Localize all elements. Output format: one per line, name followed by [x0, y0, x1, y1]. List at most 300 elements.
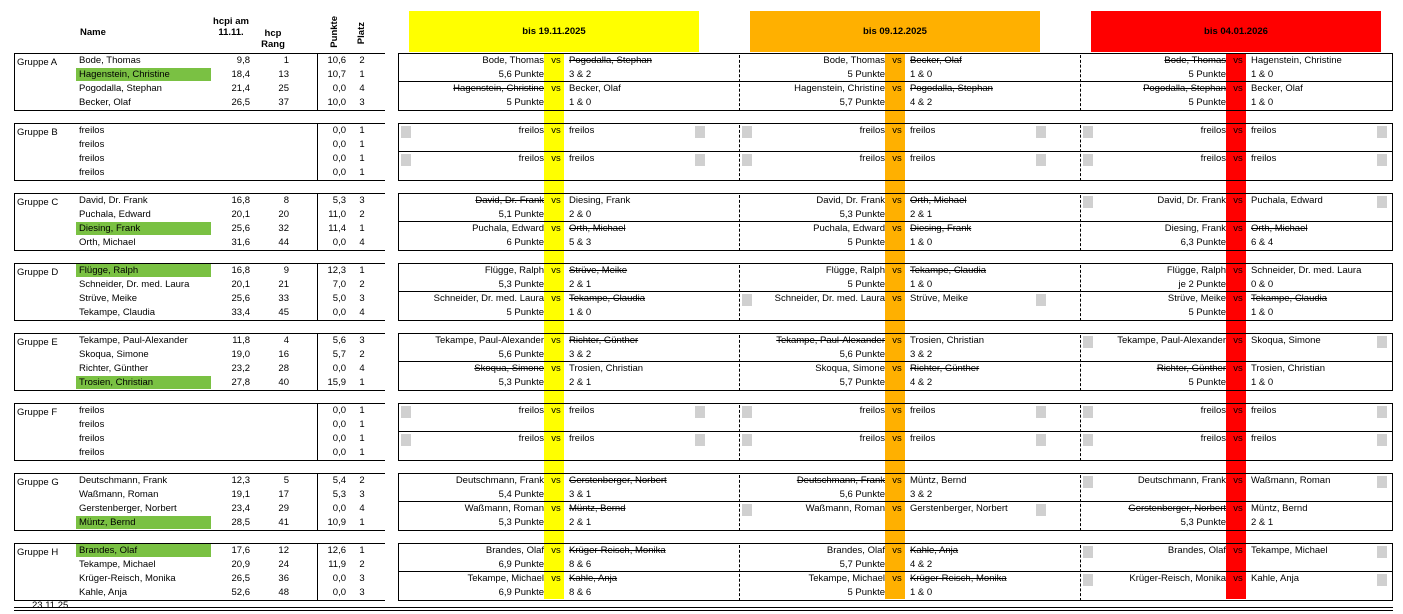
player-row [14, 208, 385, 222]
match-row [739, 516, 1080, 530]
match-left: 5 Punkte [847, 237, 885, 248]
match-left: 5 Punkte [847, 69, 885, 80]
match-row [739, 502, 1080, 516]
group-6 [14, 473, 1393, 531]
player-row [14, 432, 385, 446]
match-right: Krüger-Reisch, Monika [910, 573, 1007, 584]
player-platz: 1 [359, 223, 365, 234]
match-row [739, 222, 1080, 236]
match-left: 5 Punkte [847, 587, 885, 598]
player-name: Gerstenberger, Norbert [79, 503, 177, 514]
match-row [739, 68, 1080, 82]
match-row [1080, 96, 1403, 110]
match-left: 5 Punkte [1188, 377, 1226, 388]
match-row [1080, 208, 1403, 222]
match-right: freilos [1251, 433, 1277, 444]
match-left: Gerstenberger, Norbert [1128, 503, 1226, 514]
group-2 [14, 193, 1393, 251]
player-name: Pogodalla, Stephan [79, 83, 162, 94]
match-left: David, Dr. Frank [1157, 195, 1226, 206]
match-row [739, 558, 1080, 572]
player-name: Flügge, Ralph [76, 264, 211, 277]
match-row [739, 544, 1080, 558]
vs-label: vs [1233, 573, 1243, 584]
match-left: Hagenstein, Christine [453, 83, 544, 94]
match-left: Skoqua, Simone [815, 363, 885, 374]
match-row [739, 264, 1080, 278]
player-hcpi: 20,1 [231, 279, 250, 290]
match-row [1080, 516, 1403, 530]
match-left: Puchala, Edward [813, 223, 885, 234]
match-row [398, 488, 739, 502]
player-punkte: 0,0 [332, 419, 346, 430]
player-hcp-rang: 13 [278, 69, 289, 80]
match-left: freilos [518, 153, 544, 164]
match-right: Strüve, Meike [910, 293, 969, 304]
vs-label: vs [1233, 545, 1243, 556]
player-punkte: 0,0 [332, 237, 346, 248]
match-left: 5 Punkte [1188, 307, 1226, 318]
match-row [739, 376, 1080, 390]
match-right: 2 & 1 [1251, 517, 1274, 528]
match-left: 5,3 Punkte [498, 279, 544, 290]
match-right: Pogodalla, Stephan [910, 83, 993, 94]
player-row [14, 502, 385, 516]
match-row [398, 334, 739, 348]
player-punkte: 11,0 [328, 209, 346, 220]
player-name: Brandes, Olaf [76, 544, 211, 557]
player-hcp-rang: 17 [278, 489, 289, 500]
match-row [398, 124, 739, 138]
match-left: Tekampe, Paul-Alexander [1117, 335, 1226, 346]
match-right: 2 & 1 [569, 517, 592, 528]
player-name: Bode, Thomas [79, 55, 141, 66]
match-row [398, 82, 739, 96]
vs-label: vs [892, 475, 902, 486]
player-hcpi: 20,9 [231, 559, 250, 570]
player-row [14, 404, 385, 418]
player-name: Trosien, Christian [76, 376, 211, 389]
match-row [739, 586, 1080, 600]
match-row [398, 54, 739, 68]
player-hcpi: 12,3 [231, 475, 250, 486]
player-name: Krüger-Reisch, Monika [79, 573, 176, 584]
player-platz: 3 [359, 195, 365, 206]
vs-label: vs [1233, 265, 1243, 276]
match-right: Müntz, Bernd [569, 503, 626, 514]
match-row [1080, 348, 1403, 362]
match-right: 5 & 3 [569, 237, 592, 248]
player-platz: 2 [359, 55, 365, 66]
vs-label: vs [892, 503, 902, 514]
match-right: 2 & 1 [569, 377, 592, 388]
player-platz: 1 [359, 69, 365, 80]
match-left: Deutschmann, Frank [1137, 475, 1226, 486]
match-left: freilos [859, 405, 885, 416]
bottom-rule-2 [14, 610, 1393, 611]
player-row [14, 152, 385, 166]
vs-label: vs [551, 363, 561, 374]
match-row [398, 222, 739, 236]
round-1-header: bis 19.11.2025 [409, 11, 699, 52]
player-name: Tekampe, Paul-Alexander [79, 335, 188, 346]
match-row [739, 152, 1080, 166]
match-row [739, 138, 1080, 152]
vs-label: vs [892, 293, 902, 304]
player-platz: 4 [359, 307, 365, 318]
match-right: freilos [569, 153, 595, 164]
group-label: Gruppe A [17, 57, 58, 68]
match-row [1080, 446, 1403, 460]
player-hcpi: 27,8 [231, 377, 250, 388]
match-right: 8 & 6 [569, 587, 592, 598]
player-hcp-rang: 41 [278, 517, 289, 528]
match-row [739, 418, 1080, 432]
player-hcpi: 26,5 [231, 573, 250, 584]
player-row [14, 586, 385, 600]
player-name: Tekampe, Michael [79, 559, 156, 570]
player-platz: 3 [359, 587, 365, 598]
match-left: Bode, Thomas [1164, 55, 1226, 66]
match-row [398, 446, 739, 460]
player-hcpi: 9,8 [236, 55, 250, 66]
match-right: Becker, Olaf [569, 83, 621, 94]
vs-label: vs [1233, 153, 1243, 164]
player-punkte: 5,3 [332, 489, 346, 500]
player-name: Schneider, Dr. med. Laura [79, 279, 190, 290]
match-row [739, 292, 1080, 306]
player-name: freilos [79, 167, 105, 178]
player-platz: 1 [359, 139, 365, 150]
vs-label: vs [892, 573, 902, 584]
player-row [14, 446, 385, 460]
match-row [1080, 488, 1403, 502]
player-name: freilos [79, 125, 105, 136]
match-right: Trosien, Christian [910, 335, 985, 346]
vs-label: vs [551, 223, 561, 234]
player-platz: 1 [359, 265, 365, 276]
match-row [398, 474, 739, 488]
match-right: Tekampe, Claudia [569, 293, 646, 304]
match-right: freilos [910, 153, 936, 164]
match-right: 1 & 0 [569, 97, 592, 108]
match-left: Strüve, Meike [1167, 293, 1226, 304]
match-row [398, 572, 739, 586]
player-name: freilos [79, 447, 105, 458]
group-label: Gruppe F [17, 407, 58, 418]
match-right: Kahle, Anja [1251, 573, 1300, 584]
player-punkte: 0,0 [332, 503, 346, 514]
match-right: freilos [1251, 153, 1277, 164]
match-row [398, 306, 739, 320]
player-row [14, 558, 385, 572]
match-row [398, 558, 739, 572]
group-label: Gruppe D [17, 267, 59, 278]
player-punkte: 0,0 [332, 573, 346, 584]
player-name: Orth, Michael [79, 237, 136, 248]
group-label: Gruppe B [17, 127, 58, 138]
match-left: Pogodalla, Stephan [1143, 83, 1226, 94]
match-row [739, 474, 1080, 488]
match-row [739, 348, 1080, 362]
round-3-header: bis 04.01.2026 [1091, 11, 1381, 52]
match-right: freilos [910, 405, 936, 416]
match-row [739, 82, 1080, 96]
match-row [1080, 558, 1403, 572]
player-hcpi: 17,6 [231, 545, 250, 556]
match-right: Waßmann, Roman [1251, 475, 1331, 486]
player-hcpi: 20,1 [231, 209, 250, 220]
vs-label: vs [1233, 405, 1243, 416]
match-row [398, 278, 739, 292]
player-platz: 1 [359, 167, 365, 178]
match-row [1080, 418, 1403, 432]
match-right: 4 & 2 [910, 377, 933, 388]
player-platz: 2 [359, 209, 365, 220]
match-right: 0 & 0 [1251, 279, 1274, 290]
player-hcpi: 11,8 [232, 335, 250, 346]
vs-label: vs [551, 125, 561, 136]
player-punkte: 11,9 [328, 559, 346, 570]
player-punkte: 0,0 [332, 139, 346, 150]
player-hcpi: 19,0 [231, 349, 250, 360]
player-hcp-rang: 25 [278, 83, 289, 94]
vs-label: vs [892, 195, 902, 206]
player-punkte: 5,0 [332, 293, 346, 304]
player-hcp-rang: 37 [278, 97, 289, 108]
player-hcp-rang: 36 [278, 573, 289, 584]
match-right: 1 & 0 [1251, 97, 1274, 108]
match-left: 6,9 Punkte [498, 559, 544, 570]
match-right: 4 & 2 [910, 97, 933, 108]
player-punkte: 10,6 [327, 55, 346, 66]
vs-label: vs [1233, 55, 1243, 66]
match-row [398, 348, 739, 362]
match-left: David, Dr. Frank [816, 195, 885, 206]
match-right: Müntz, Bernd [1251, 503, 1308, 514]
match-right: freilos [910, 433, 936, 444]
match-left: Tekampe, Paul-Alexander [435, 335, 544, 346]
match-left: 6,9 Punkte [498, 587, 544, 598]
match-left: freilos [859, 153, 885, 164]
match-row [398, 236, 739, 250]
match-row [398, 362, 739, 376]
vs-label: vs [1233, 475, 1243, 486]
player-punkte: 10,9 [327, 517, 346, 528]
player-punkte: 0,0 [332, 447, 346, 458]
player-name: Richter, Günther [79, 363, 149, 374]
match-right: 1 & 0 [1251, 69, 1274, 80]
match-right: freilos [569, 125, 595, 136]
vs-label: vs [1233, 293, 1243, 304]
match-left: 5,6 Punkte [498, 69, 544, 80]
player-name: Becker, Olaf [79, 97, 131, 108]
match-right: Strüve, Meike [569, 265, 628, 276]
match-row [739, 334, 1080, 348]
player-punkte: 5,4 [332, 475, 346, 486]
match-row [398, 138, 739, 152]
match-left: freilos [859, 433, 885, 444]
player-platz: 1 [359, 517, 365, 528]
player-punkte: 12,3 [327, 265, 346, 276]
match-row [398, 264, 739, 278]
match-right: Kahle, Anja [910, 545, 959, 556]
match-right: Müntz, Bernd [910, 475, 967, 486]
player-name: Skoqua, Simone [79, 349, 149, 360]
player-hcp-rang: 21 [278, 279, 289, 290]
match-left: Waßmann, Roman [464, 503, 544, 514]
match-left: Schneider, Dr. med. Laura [433, 293, 544, 304]
match-right: 1 & 0 [569, 307, 592, 318]
player-hcp-rang: 9 [283, 265, 289, 276]
player-row [14, 124, 385, 138]
player-row [14, 418, 385, 432]
match-right: Orth, Michael [910, 195, 967, 206]
player-row [14, 488, 385, 502]
vs-label: vs [892, 223, 902, 234]
match-row [1080, 68, 1403, 82]
player-hcpi: 25,6 [231, 293, 250, 304]
player-hcp-rang: 20 [278, 209, 289, 220]
match-left: freilos [518, 433, 544, 444]
match-left: 5,6 Punkte [839, 489, 885, 500]
match-left: 5 Punkte [1188, 69, 1226, 80]
match-left: Bode, Thomas [482, 55, 544, 66]
vs-label: vs [551, 195, 561, 206]
match-row [398, 404, 739, 418]
vs-label: vs [551, 573, 561, 584]
match-right: 6 & 4 [1251, 237, 1274, 248]
match-right: Trosien, Christian [569, 363, 644, 374]
player-hcpi: 18,4 [231, 69, 250, 80]
player-name: Puchala, Edward [79, 209, 151, 220]
player-hcp-rang: 12 [278, 545, 289, 556]
player-platz: 3 [359, 335, 365, 346]
player-row [14, 264, 385, 278]
vs-label: vs [1233, 125, 1243, 136]
player-name: freilos [79, 419, 105, 430]
player-name: Tekampe, Claudia [79, 307, 156, 318]
match-left: freilos [1200, 153, 1226, 164]
player-platz: 1 [359, 153, 365, 164]
player-row [14, 278, 385, 292]
match-right: 1 & 0 [910, 69, 933, 80]
player-row [14, 516, 385, 530]
match-right: 1 & 0 [1251, 307, 1274, 318]
match-row [739, 124, 1080, 138]
match-right: freilos [569, 433, 595, 444]
match-row [739, 166, 1080, 180]
player-hcp-rang: 29 [278, 503, 289, 514]
match-right: Gerstenberger, Norbert [910, 503, 1008, 514]
vs-label: vs [551, 293, 561, 304]
vs-label: vs [1233, 503, 1243, 514]
player-row [14, 292, 385, 306]
player-hcp-rang: 33 [278, 293, 289, 304]
player-platz: 1 [359, 405, 365, 416]
match-left: Bode, Thomas [823, 55, 885, 66]
match-left: Skoqua, Simone [474, 363, 544, 374]
player-hcp-rang: 48 [278, 587, 289, 598]
header-hcpi: hcpi am 11.11. [213, 16, 249, 38]
match-left: 5 Punkte [506, 307, 544, 318]
match-left: 6 Punkte [506, 237, 544, 248]
player-hcpi: 16,8 [231, 265, 250, 276]
match-row [1080, 138, 1403, 152]
player-platz: 3 [359, 489, 365, 500]
vs-label: vs [551, 405, 561, 416]
player-hcp-rang: 44 [278, 237, 289, 248]
vs-label: vs [892, 125, 902, 136]
player-punkte: 0,0 [332, 83, 346, 94]
match-left: je 2 Punkte [1178, 279, 1226, 290]
player-hcp-rang: 5 [283, 475, 289, 486]
player-platz: 1 [359, 433, 365, 444]
match-left: Waßmann, Roman [805, 503, 885, 514]
match-left: freilos [518, 405, 544, 416]
match-right: 3 & 2 [569, 349, 592, 360]
match-row [739, 208, 1080, 222]
match-right: 1 & 0 [910, 279, 933, 290]
player-punkte: 12,6 [327, 545, 346, 556]
vs-label: vs [551, 545, 561, 556]
player-row [14, 54, 385, 68]
vs-label: vs [551, 55, 561, 66]
group-7 [14, 543, 1393, 601]
player-platz: 3 [359, 293, 365, 304]
player-platz: 2 [359, 279, 365, 290]
match-row [739, 572, 1080, 586]
player-hcpi: 26,5 [231, 97, 250, 108]
match-right: 3 & 1 [569, 489, 592, 500]
player-row [14, 474, 385, 488]
match-row [739, 446, 1080, 460]
match-left: Deutschmann, Frank [455, 475, 544, 486]
player-punkte: 7,0 [332, 279, 346, 290]
match-right: Krüger-Reisch, Monika [569, 545, 666, 556]
player-punkte: 0,0 [332, 433, 346, 444]
vs-label: vs [551, 265, 561, 276]
player-punkte: 15,9 [327, 377, 346, 388]
match-left: 5,7 Punkte [839, 559, 885, 570]
match-left: 5,3 Punkte [1180, 517, 1226, 528]
player-punkte: 0,0 [332, 153, 346, 164]
player-platz: 4 [359, 237, 365, 248]
vs-label: vs [551, 335, 561, 346]
match-left: Tekampe, Paul-Alexander [776, 335, 885, 346]
player-platz: 1 [359, 377, 365, 388]
player-platz: 3 [359, 97, 365, 108]
match-right: Richter, Günther [569, 335, 639, 346]
match-row [1080, 306, 1403, 320]
match-left: 5,6 Punkte [498, 349, 544, 360]
match-left: 6,3 Punkte [1180, 237, 1226, 248]
player-row [14, 376, 385, 390]
match-left: 5,3 Punkte [839, 209, 885, 220]
match-right: Kahle, Anja [569, 573, 618, 584]
player-hcp-rang: 28 [278, 363, 289, 374]
player-name: Müntz, Bernd [76, 516, 211, 529]
match-left: 5,3 Punkte [498, 517, 544, 528]
match-right: Trosien, Christian [1251, 363, 1326, 374]
vs-label: vs [892, 83, 902, 94]
player-punkte: 0,0 [332, 363, 346, 374]
player-name: Diesing, Frank [76, 222, 211, 235]
match-left: freilos [518, 125, 544, 136]
player-platz: 2 [359, 349, 365, 360]
match-row [398, 502, 739, 516]
match-right: Gerstenberger, Norbert [569, 475, 667, 486]
